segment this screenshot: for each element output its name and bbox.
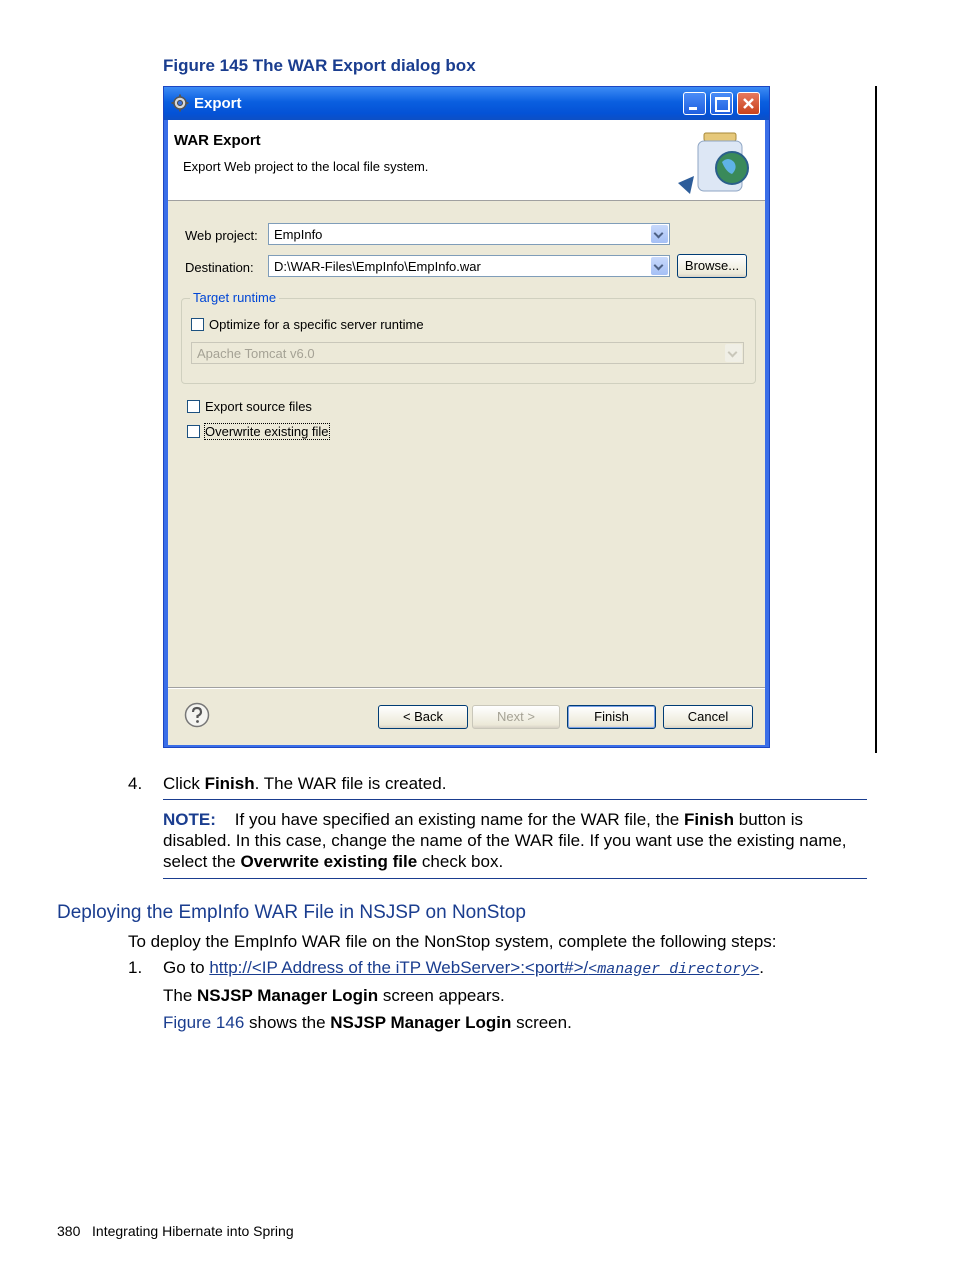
target-runtime-legend: Target runtime <box>190 290 279 305</box>
chevron-down-icon <box>725 344 742 362</box>
browse-button[interactable]: Browse... <box>677 254 747 278</box>
cancel-button[interactable]: Cancel <box>663 705 753 729</box>
page-number: 380 <box>57 1223 81 1239</box>
destination-combo[interactable] <box>268 255 670 277</box>
export-source-label[interactable]: Export source files <box>205 399 312 414</box>
finish-button[interactable]: Finish <box>567 705 656 729</box>
help-icon[interactable] <box>184 702 210 728</box>
change-bar <box>875 86 877 753</box>
maximize-button[interactable] <box>710 92 733 115</box>
web-project-combo[interactable] <box>268 223 670 245</box>
web-project-label: Web project: <box>185 228 258 243</box>
dialog-title: Export <box>194 95 242 112</box>
export-source-checkbox[interactable] <box>187 400 200 413</box>
manager-url-link[interactable]: http://<IP Address of the iTP WebServer>:<port#>/<manager directory> <box>209 958 760 978</box>
figure-caption: Figure 145 The WAR Export dialog box <box>163 56 476 75</box>
chevron-down-icon[interactable] <box>651 225 668 243</box>
section-intro: To deploy the EmpInfo WAR file on the NonStop system, complete the following steps: <box>128 932 777 951</box>
optimize-checkbox[interactable] <box>191 318 204 331</box>
jar-globe-icon <box>676 128 758 196</box>
destination-label: Destination: <box>185 260 254 275</box>
page-footer <box>57 1223 294 1239</box>
close-button[interactable] <box>737 92 760 115</box>
target-runtime-group <box>181 290 756 384</box>
note-box: NOTE: If you have specified an existing name for the WAR file, the Finish button is disabled. In this case, change the name of the WAR file. If you want use the existing name, select the Overwrite existing file check box. <box>163 799 867 879</box>
optimize-label[interactable]: Optimize for a specific server runtime <box>209 317 424 332</box>
next-button[interactable]: Next > <box>472 705 560 729</box>
runtime-value: Apache Tomcat v6.0 <box>197 346 315 361</box>
section-heading: Deploying the EmpInfo WAR File in NSJSP on NonStop <box>57 902 526 923</box>
dialog-titlebar[interactable] <box>164 87 769 120</box>
minimize-button[interactable] <box>683 92 706 115</box>
step-4-text: Click Finish. The WAR file is created. <box>163 774 447 793</box>
overwrite-label[interactable]: Overwrite existing file <box>205 424 329 439</box>
wizard-banner <box>168 120 765 201</box>
button-bar-separator <box>168 687 765 689</box>
note-tag: NOTE: <box>163 810 216 829</box>
runtime-combo <box>191 342 744 364</box>
destination-value: D:\WAR-Files\EmpInfo\EmpInfo.war <box>274 259 481 274</box>
figure-reference-text: Figure 146 shows the NSJSP Manager Login screen. <box>163 1013 572 1032</box>
export-dialog <box>163 86 770 748</box>
chapter-title: Integrating Hibernate into Spring <box>92 1223 294 1239</box>
gear-icon <box>171 94 189 112</box>
banner-title: WAR Export <box>174 132 261 149</box>
step-4-number: 4. <box>128 774 143 793</box>
dialog-client <box>168 120 765 745</box>
figure-146-link[interactable]: Figure 146 <box>163 1013 245 1032</box>
step-1-text: Go to http://<IP Address of the iTP WebServer>:<port#>/<manager directory>. <box>163 958 765 978</box>
overwrite-checkbox[interactable] <box>187 425 200 438</box>
close-icon <box>742 97 755 110</box>
back-button[interactable]: < Back <box>378 705 468 729</box>
web-project-value: EmpInfo <box>274 227 323 242</box>
chevron-down-icon[interactable] <box>651 257 668 275</box>
login-screen-text: The NSJSP Manager Login screen appears. <box>163 986 505 1005</box>
step-1-number: 1. <box>128 958 143 977</box>
banner-description: Export Web project to the local file system. <box>183 159 429 174</box>
